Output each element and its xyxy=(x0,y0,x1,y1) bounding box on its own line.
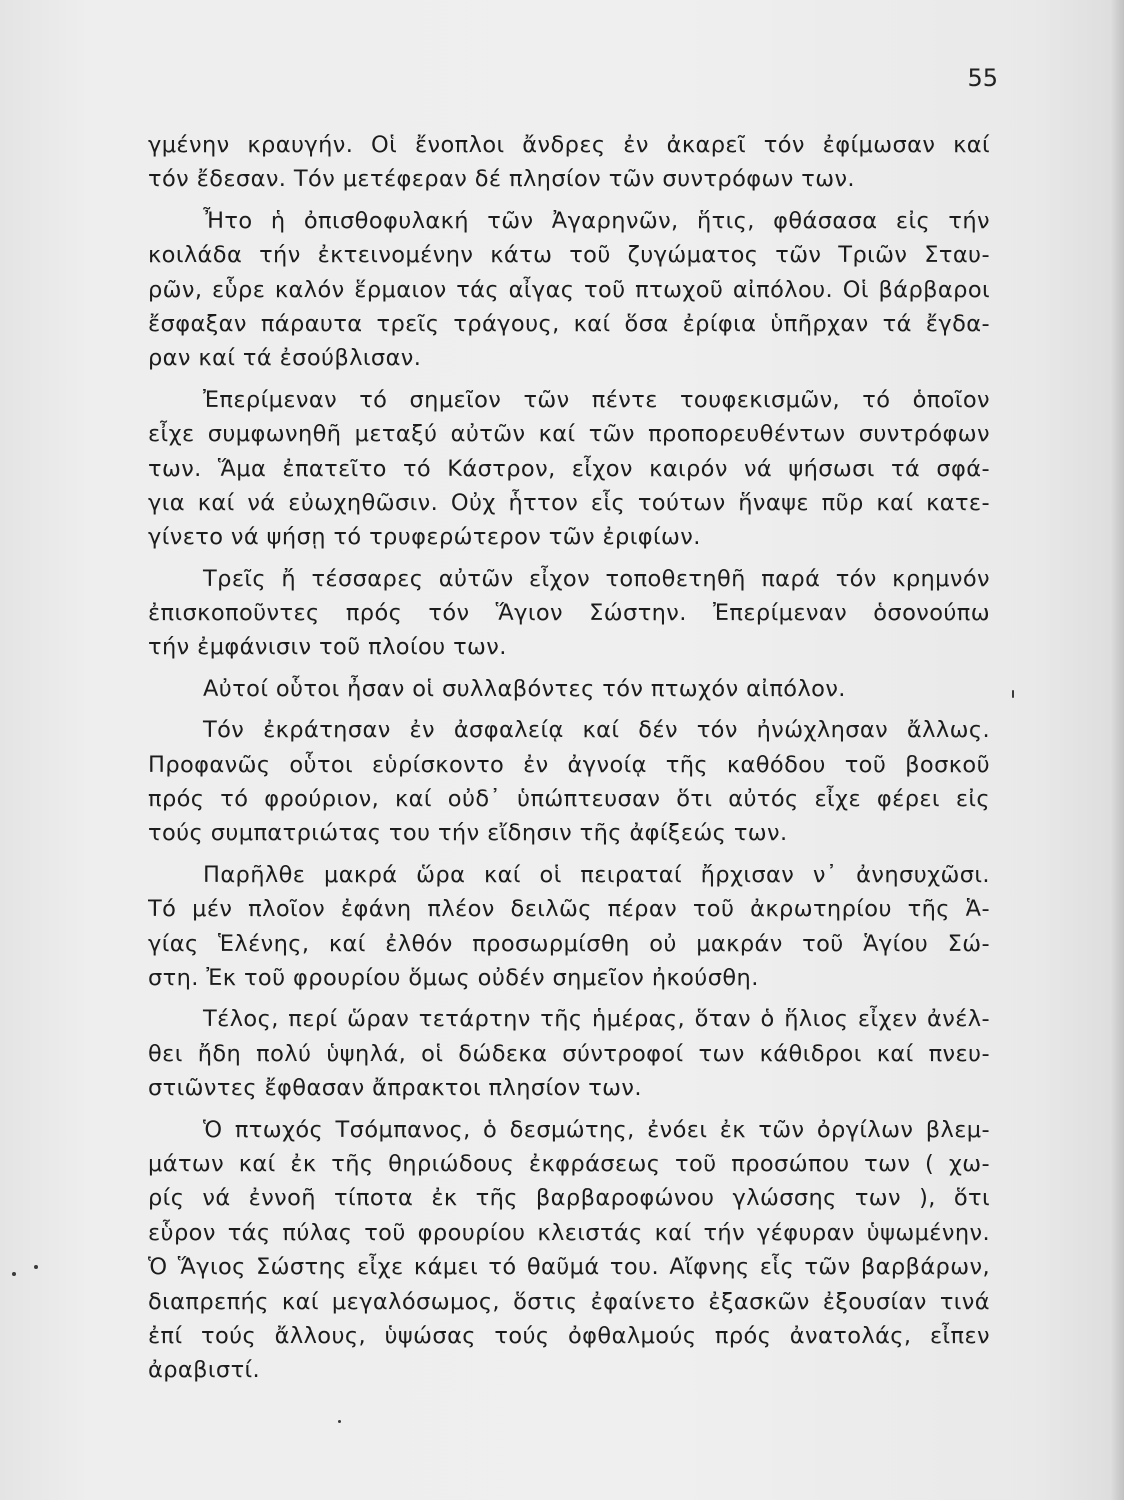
text-line: για καί νά εὐωχηθῶσιν. Οὐχ ἧττον εἷς τούτων ἥναψε πῦρ καί κατε- xyxy=(148,489,990,516)
page-number: 55 xyxy=(967,64,998,92)
paragraph-start-line: Ἐπερίμεναν τό σημεῖον τῶν πέντε τουφεκισμῶν, τό ὁποῖον xyxy=(203,386,990,413)
paragraph-start-line: Αὐτοί οὗτοι ἦσαν οἱ συλλαβόντες τόν πτωχόν αἰπόλον. xyxy=(203,675,846,702)
text-line: ἔσφαξαν πάραυτα τρεῖς τράγους, καί ὅσα ἐρίφια ὑπῆρχαν τά ἔγδα- xyxy=(148,310,990,337)
text-line: Προφανῶς οὗτοι εὑρίσκοντο ἐν ἀγνοίᾳ τῆς καθόδου τοῦ βοσκοῦ xyxy=(148,751,990,778)
scan-speck xyxy=(1012,690,1014,698)
page-edge-shadow xyxy=(1110,0,1124,1500)
text-line: θει ἤδη πολύ ὑψηλά, οἱ δώδεκα σύντροφοί των κάθιδροι καί πνευ- xyxy=(148,1040,990,1067)
text-line: στη. Ἐκ τοῦ φρουρίου ὅμως οὐδέν σημεῖον ἠκούσθη. xyxy=(148,964,759,991)
text-line: εἶχε συμφωνηθῆ μεταξύ αὐτῶν καί τῶν προπορευθέντων συντρόφων xyxy=(148,421,990,448)
text-line: γίας Ἑλένης, καί ἐλθόν προσωρμίσθη οὐ μακράν τοῦ Ἁγίου Σώ- xyxy=(148,930,990,957)
text-line: εὗρον τάς πύλας τοῦ φρουρίου κλειστάς καί τήν γέφυραν ὑψωμένην. xyxy=(148,1219,990,1246)
body-text xyxy=(148,128,990,1388)
text-line: τήν ἐμφάνισιν τοῦ πλοίου των. xyxy=(148,634,507,661)
text-line: των. Ἅμα ἐπατεῖτο τό Κάστρον, εἶχον καιρόν νά ψήσωσι τά σφά- xyxy=(148,455,990,482)
paragraph-start-line: Τέλος, περί ὥραν τετάρτην τῆς ἡμέρας, ὅταν ὁ ἥλιος εἶχεν ἀνέλ- xyxy=(203,1006,990,1033)
text-line: ἀραβιστί. xyxy=(148,1357,261,1384)
text-line: τούς συμπατριώτας του τήν εἴδησιν τῆς ἀφίξεώς των. xyxy=(148,820,788,847)
text-line: ἐπί τούς ἄλλους, ὑψώσας τούς ὀφθαλμούς πρός ἀνατολάς, εἶπεν xyxy=(148,1322,990,1349)
scan-speck xyxy=(338,1420,341,1423)
text-line: ἐπισκοποῦντες πρός τόν Ἅγιον Σώστην. Ἐπερίμεναν ὁσονούπω xyxy=(148,600,990,627)
text-line: ρίς νά ἐννοῆ τίποτα ἐκ τῆς βαρβαροφώνου γλώσσης των ), ὅτι xyxy=(148,1185,990,1212)
text-line: τόν ἔδεσαν. Τόν μετέφεραν δέ πλησίον τῶν συντρόφων των. xyxy=(148,166,855,193)
text-line: Τό μέν πλοῖον ἐφάνη πλέον δειλῶς πέραν τοῦ ἀκρωτηρίου τῆς Ἁ- xyxy=(148,896,990,923)
paragraph-start-line: Τρεῖς ἤ τέσσαρες αὐτῶν εἶχον τοποθετηθῆ παρά τόν κρημνόν xyxy=(203,565,990,592)
text-line: στιῶντες ἔφθασαν ἄπρακτοι πλησίον των. xyxy=(148,1075,642,1102)
paragraph-start-line: Ὁ πτωχός Τσόμπανος, ὁ δεσμώτης, ἐνόει ἐκ τῶν ὀργίλων βλεμ- xyxy=(203,1116,990,1143)
paragraph-start-line: Τόν ἐκράτησαν ἐν ἀσφαλείᾳ καί δέν τόν ἠνώχλησαν ἄλλως. xyxy=(203,717,990,744)
text-line: ρῶν, εὗρε καλόν ἕρμαιον τάς αἶγας τοῦ πτωχοῦ αἰπόλου. Οἱ βάρβαροι xyxy=(148,276,990,303)
paragraph-start-line: Παρῆλθε μακρά ὥρα καί οἱ πειραταί ἤρχισαν ν᾽ ἀνησυχῶσι. xyxy=(203,861,990,888)
text-line: μάτων καί ἐκ τῆς θηριώδους ἐκφράσεως τοῦ προσώπου των ( χω- xyxy=(148,1150,990,1177)
text-line: ραν καί τά ἐσούβλισαν. xyxy=(148,345,422,372)
text-line: γμένην κραυγήν. Οἱ ἔνοπλοι ἄνδρες ἐν ἀκαρεῖ τόν ἐφίμωσαν καί xyxy=(148,132,990,158)
text-line: κοιλάδα τήν ἐκτεινομένην κάτω τοῦ ζυγώματος τῶν Τριῶν Σταυ- xyxy=(148,242,990,269)
text-line: πρός τό φρούριον, καί οὐδ᾽ ὑπώπτευσαν ὅτι αὐτός εἶχε φέρει εἰς xyxy=(148,786,990,813)
text-line: γίνετο νά ψήσῃ τό τρυφερώτερον τῶν ἐριφίων. xyxy=(148,524,701,551)
paragraph-start-line: Ἦτο ἡ ὀπισθοφυλακή τῶν Ἀγαρηνῶν, ἥτις, φθάσασα εἰς τήν xyxy=(203,207,990,234)
scan-speck xyxy=(34,1265,38,1269)
text-line: διαπρεπής καί μεγαλόσωμος, ὅστις ἐφαίνετο ἐξασκῶν ἐξουσίαν τινά xyxy=(148,1288,990,1315)
scan-speck xyxy=(12,1272,16,1276)
text-line: Ὁ Ἅγιος Σώστης εἶχε κάμει τό θαῦμά του. Αἴφνης εἷς τῶν βαρβάρων, xyxy=(148,1254,990,1281)
